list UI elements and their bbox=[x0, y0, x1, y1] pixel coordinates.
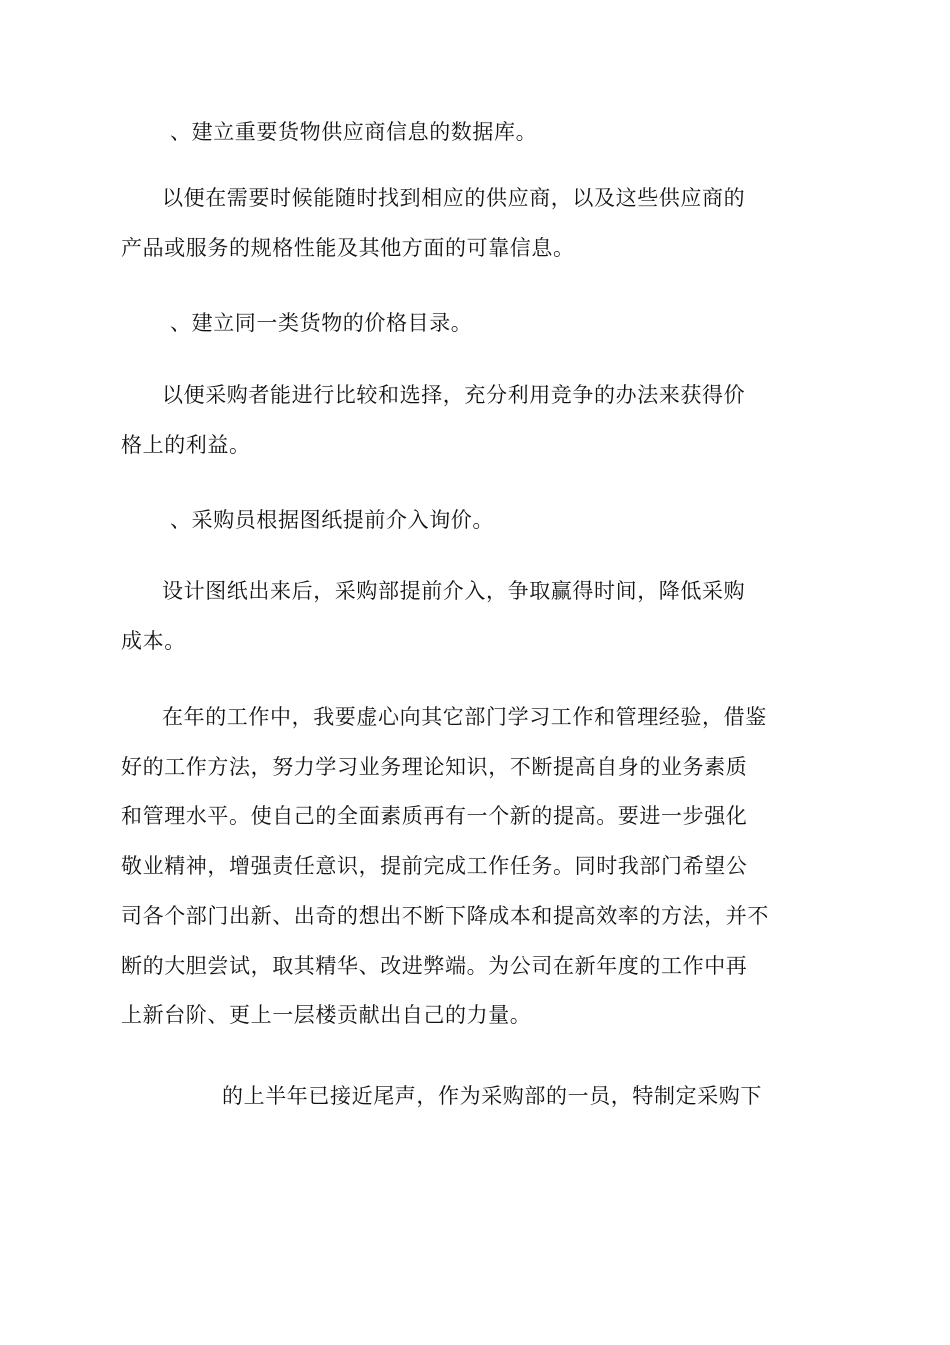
paragraph-line: 以便采购者能进行比较和选择，充分利用竞争的办法来获得价 bbox=[162, 383, 746, 407]
paragraph-line: 司各个部门出新、出奇的想出不断下降成本和提高效率的方法，并不 bbox=[121, 904, 769, 928]
item-heading-supplier-database: 、建立重要货物供应商信息的数据库。 bbox=[170, 120, 538, 144]
paragraph-line: 的上半年已接近尾声，作为采购部的一员，特制定采购下 bbox=[222, 1084, 762, 1108]
item-heading-price-catalog: 、建立同一类货物的价格目录。 bbox=[170, 311, 473, 335]
paragraph-line: 成本。 bbox=[121, 629, 186, 653]
paragraph-line: 断的大胆尝试，取其精华、改进弊端。为公司在新年度的工作中再 bbox=[121, 954, 748, 978]
paragraph-line: 格上的利益。 bbox=[121, 433, 251, 457]
paragraph-line: 和管理水平。使自己的全面素质再有一个新的提高。要进一步强化 bbox=[121, 804, 748, 828]
paragraph-line: 好的工作方法，努力学习业务理论知识，不断提高自身的业务素质 bbox=[121, 755, 748, 779]
paragraph-line: 以便在需要时候能随时找到相应的供应商，以及这些供应商的 bbox=[162, 186, 746, 210]
paragraph-line: 产品或服务的规格性能及其他方面的可靠信息。 bbox=[121, 236, 575, 260]
paragraph-line: 敬业精神，增强责任意识，提前完成工作任务。同时我部门希望公 bbox=[121, 854, 748, 878]
paragraph-line: 设计图纸出来后，采购部提前介入，争取赢得时间，降低采购 bbox=[162, 579, 746, 603]
paragraph-line: 在年的工作中，我要虚心向其它部门学习工作和管理经验，借鉴 bbox=[162, 705, 767, 729]
paragraph-line: 上新台阶、更上一层楼贡献出自己的力量。 bbox=[121, 1003, 532, 1027]
item-heading-early-inquiry: 、采购员根据图纸提前介入询价。 bbox=[170, 508, 494, 532]
